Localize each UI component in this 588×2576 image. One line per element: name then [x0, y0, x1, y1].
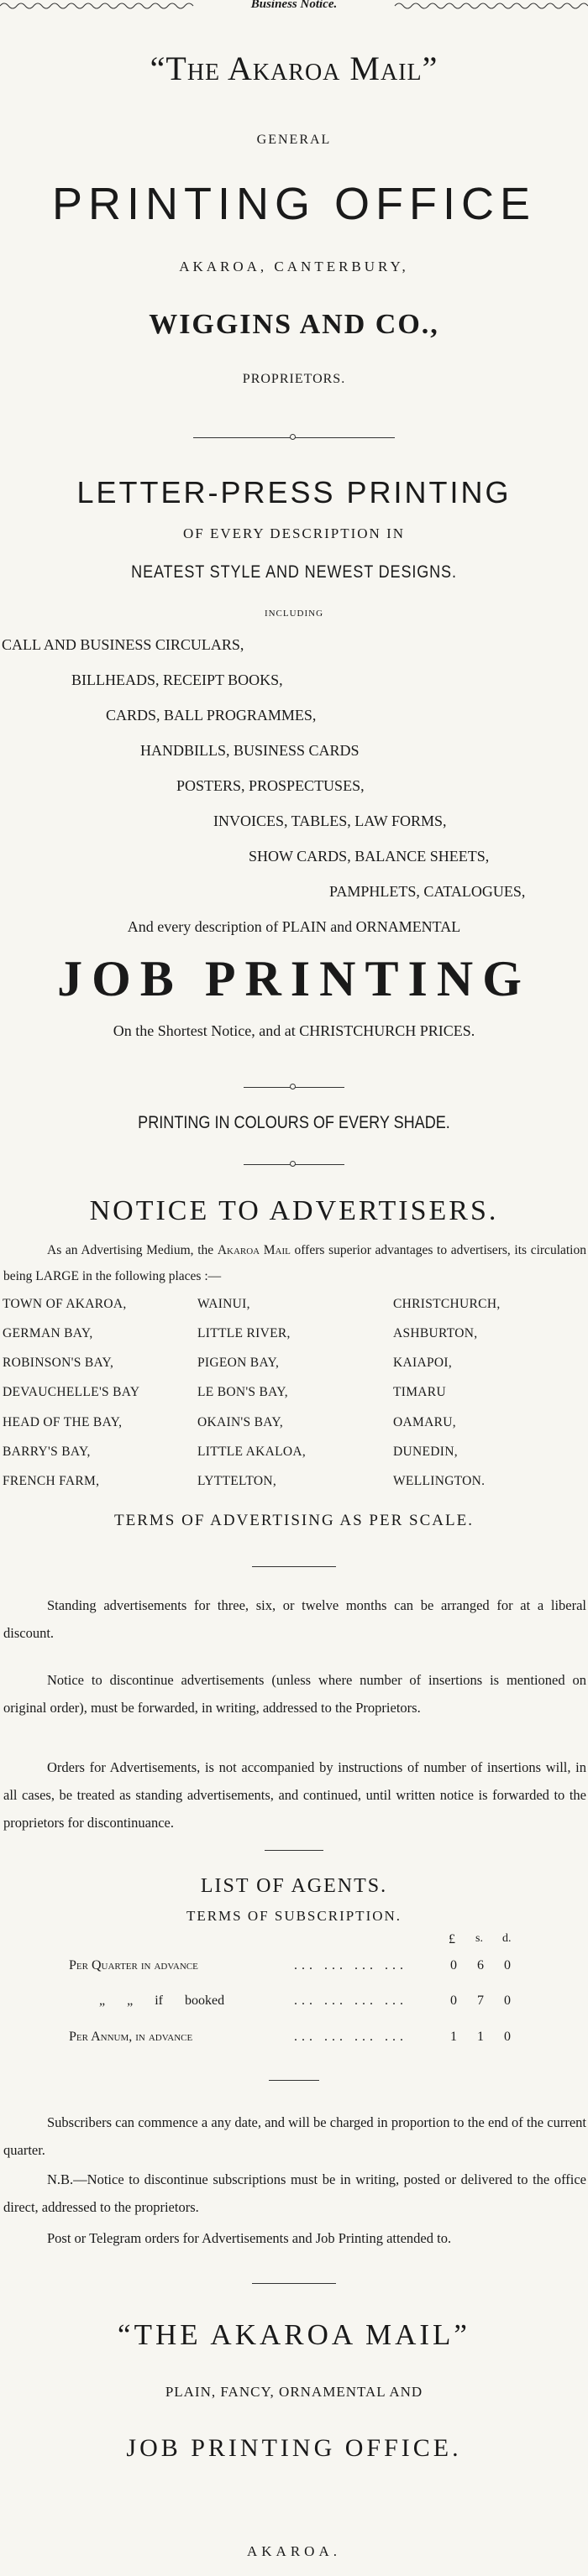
divider-ornament: [290, 434, 296, 440]
rate-pence: 0: [504, 2030, 511, 2044]
job-printing-office: JOB PRINTING OFFICE.: [126, 2434, 462, 2462]
plain-fancy: PLAIN, FANCY, ORNAMENTAL AND: [165, 2384, 423, 2400]
divider: [269, 2080, 319, 2081]
publication-title: “The Akaroa Mail”: [150, 50, 438, 87]
colours-heading: PRINTING IN COLOURS OF EVERY SHADE.: [138, 1113, 450, 1132]
divider-ornament: [290, 1161, 296, 1167]
town-name: LE BON'S BAY,: [197, 1385, 288, 1399]
advertising-intro: [3, 1237, 586, 1289]
general-label: GENERAL: [256, 133, 332, 147]
town-name: GERMAN BAY,: [3, 1326, 93, 1340]
advertisers-heading: NOTICE TO ADVERTISERS.: [89, 1195, 499, 1226]
currency-shillings: s.: [475, 1932, 483, 1945]
neatest-style: NEATEST STYLE AND NEWEST DESIGNS.: [131, 562, 457, 582]
rate-pence: 0: [504, 1993, 511, 2008]
letterpress-heading: LETTER-PRESS PRINTING: [76, 475, 512, 509]
location: AKAROA, CANTERBURY,: [179, 259, 409, 274]
rate-shillings: 6: [477, 1958, 484, 1972]
rate-shillings: 1: [477, 2030, 484, 2044]
rate-leader: ... ... ... ...: [294, 1958, 407, 1972]
rate-pounds: 1: [450, 2030, 457, 2044]
rate-pounds: 0: [450, 1993, 457, 2008]
town-name: FRENCH FARM,: [3, 1474, 100, 1488]
service-item: SHOW CARDS, BALANCE SHEETS,: [249, 848, 490, 865]
rate-label: „ „ if booked: [99, 1993, 225, 2008]
service-item: HANDBILLS, BUSINESS CARDS: [140, 742, 360, 759]
town-name: ROBINSON'S BAY,: [3, 1356, 114, 1370]
town-name: OKAIN'S BAY,: [197, 1415, 284, 1429]
shortest-notice: On the Shortest Notice, and at CHRISTCHURCH PRICES.: [113, 1022, 475, 1039]
town-name: WELLINGTON.: [393, 1474, 486, 1488]
town-name: LITTLE AKALOA,: [197, 1445, 307, 1459]
of-every-description: OF EVERY DESCRIPTION IN: [182, 525, 406, 541]
subscription-paragraph: Post or Telegram orders for Advertisements and Job Printing attended to.: [47, 2230, 452, 2246]
currency-pence: d.: [502, 1932, 512, 1945]
divider: [252, 2283, 336, 2284]
service-item: CARDS, BALL PROGRAMMES,: [106, 707, 317, 724]
town-name: TIMARU: [393, 1385, 446, 1399]
divider: [252, 1566, 336, 1567]
including-label: INCLUDING: [264, 609, 324, 619]
printing-office-heading: PRINTING OFFICE: [52, 179, 536, 229]
subscription-paragraph: N.B.—Notice to discontinue subscriptions must be in writing, posted or delivered to the office direct, addressed to the proprietors.: [3, 2171, 586, 2215]
subscription-paragraph: Subscribers can commence a any date, and will be charged in proportion to the end of the current quarter.: [3, 2114, 586, 2158]
section-title: Business Notice.: [250, 0, 338, 11]
advertising-paragraph: Notice to discontinue advertisements (unless where number of insertions is mentioned on original order), must be forwarded, in writing, addressed to the Proprietors.: [3, 1672, 586, 1716]
intro-text: As an Advertising Medium, the: [47, 1243, 218, 1257]
currency-pounds: £: [449, 1932, 455, 1946]
service-item: CALL AND BUSINESS CIRCULARS,: [2, 636, 244, 653]
town-name: DUNEDIN,: [393, 1445, 458, 1459]
terms-heading: TERMS OF ADVERTISING AS PER SCALE.: [114, 1512, 474, 1529]
divider-ornament: [290, 1084, 296, 1089]
paper-name: Akaroa Mail: [217, 1243, 291, 1257]
footer-publication: “THE AKAROA MAIL”: [118, 2318, 470, 2351]
town-name: LITTLE RIVER,: [197, 1326, 291, 1340]
advertising-paragraph: Orders for Advertisements, is not accompanied by instructions of number of insertions will, in all cases, be treated as standing advertisements, and continued, until written notice is forwarded to the proprietors for discontinuance.: [3, 1759, 586, 1831]
footer-akaroa: AKAROA.: [247, 2543, 341, 2559]
job-printing-heading: JOB PRINTING: [57, 951, 531, 1006]
town-name: BARRY'S BAY,: [3, 1445, 91, 1459]
service-item: BILLHEADS, RECEIPT BOOKS,: [71, 671, 283, 688]
service-item: PAMPHLETS, CATALOGUES,: [329, 883, 526, 900]
rate-label: Per Quarter in advance: [69, 1958, 198, 1972]
proprietors-label: PROPRIETORS.: [242, 372, 346, 386]
intro-text: offers superior advantages to advertisers, its circulation being LARGE in the following places :—: [3, 1243, 586, 1283]
town-name: OAMARU,: [393, 1415, 456, 1429]
rate-leader: ... ... ... ...: [294, 2030, 407, 2044]
town-name: TOWN OF AKAROA,: [3, 1297, 127, 1311]
town-name: PIGEON BAY,: [197, 1356, 280, 1370]
service-item: INVOICES, TABLES, LAW FORMS,: [213, 813, 447, 829]
town-name: ASHBURTON,: [393, 1326, 478, 1340]
town-name: HEAD OF THE BAY,: [3, 1415, 123, 1429]
subscription-heading: TERMS OF SUBSCRIPTION.: [186, 1908, 402, 1924]
rate-pounds: 0: [450, 1958, 457, 1972]
firm-name: WIGGINS AND CO.,: [149, 309, 439, 340]
town-name: LYTTELTON,: [197, 1474, 277, 1488]
agents-heading: LIST OF AGENTS.: [200, 1875, 388, 1897]
town-name: CHRISTCHURCH,: [393, 1297, 501, 1311]
divider: [265, 1850, 323, 1851]
town-name: KAIAPOI,: [393, 1356, 452, 1370]
rate-leader: ... ... ... ...: [294, 1993, 407, 2008]
town-name: WAINUI,: [197, 1297, 250, 1311]
rate-pence: 0: [504, 1958, 511, 1972]
every-description: And every description of PLAIN and ORNAMENTAL: [127, 918, 461, 935]
town-name: DEVAUCHELLE'S BAY: [3, 1385, 140, 1399]
advertising-paragraph: Standing advertisements for three, six, or twelve months can be arranged for at a liberal discount.: [3, 1597, 586, 1641]
rate-label: Per Annum, in advance: [69, 2030, 193, 2044]
rate-shillings: 7: [477, 1993, 484, 2008]
service-item: POSTERS, PROSPECTUSES,: [176, 777, 365, 794]
